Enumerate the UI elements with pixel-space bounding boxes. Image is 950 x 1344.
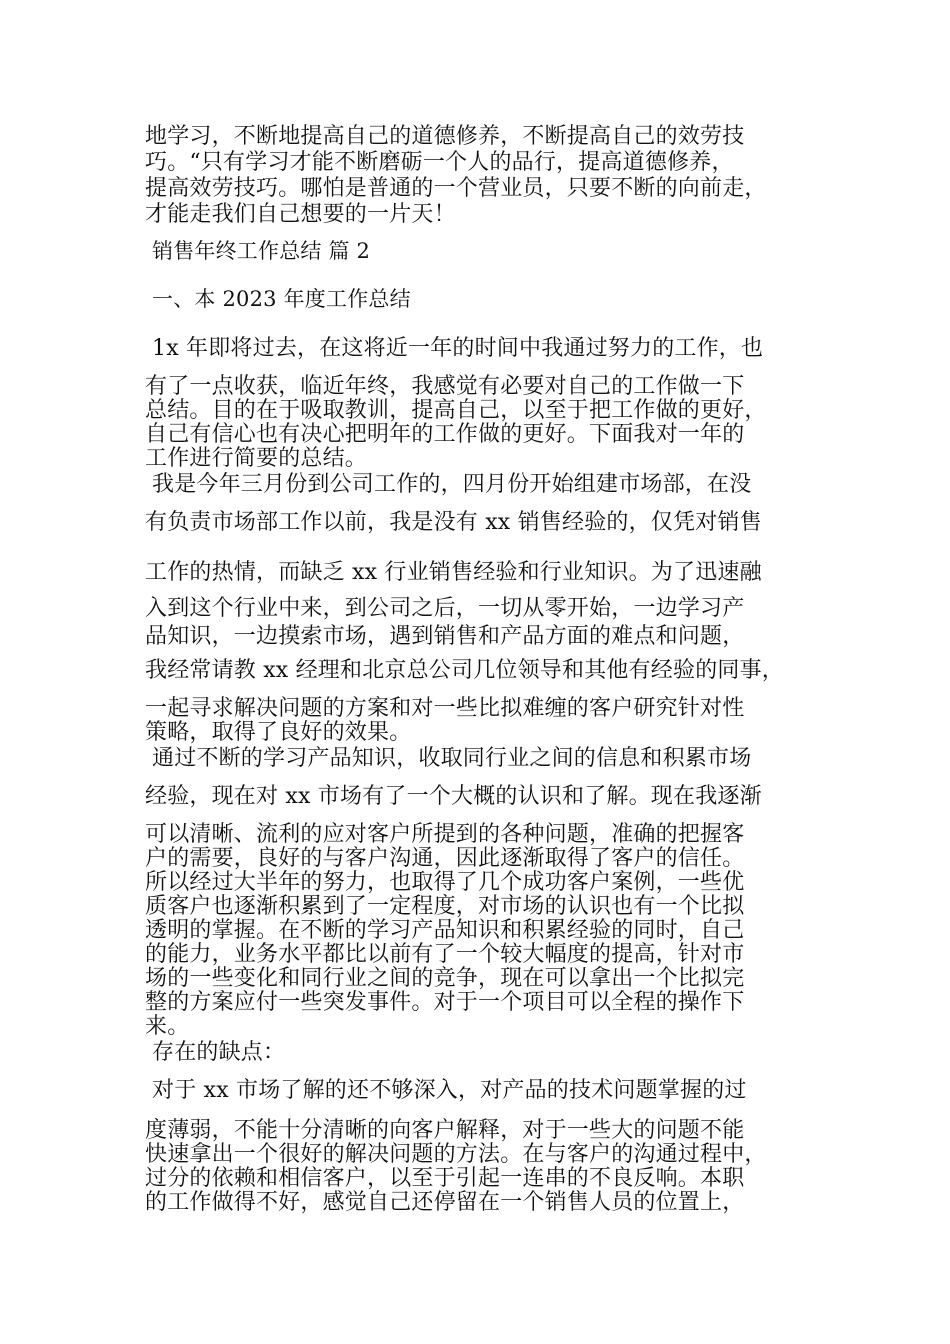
text-line: 场的一些变化和同行业之间的竞争，现在可以拿出一个比拟完 — [145, 966, 745, 991]
text-line: 才能走我们自己想要的一片天！ — [145, 202, 456, 227]
text-line: 总结。目的在于吸取教训，提高自己，以至于把工作做的更好， — [145, 398, 767, 423]
text-line: 度薄弱，不能十分清晰的向客户解释，对于一些大的问题不能 — [145, 1118, 745, 1143]
text-line: 一起寻求解决问题的方案和对一些比拟难缠的客户研究针对性 — [145, 696, 745, 721]
text-line: 巧。“只有学习才能不断磨砺一个人的品行，提高道德修养， — [145, 150, 734, 175]
text-line: 的能力，业务水平都比以前有了一个较大幅度的提高，针对市 — [145, 942, 745, 967]
text-line: 经验，现在对 xx 市场有了一个大概的认识和了解。现在我逐渐 — [145, 784, 762, 809]
text-line: 品知识，一边摸索市场，遇到销售和产品方面的难点和问题， — [145, 624, 745, 649]
text-line: 户的需要，良好的与客户沟通，因此逐渐取得了客户的信任。 — [145, 846, 745, 871]
section-title: 销售年终工作总结 篇 2 — [152, 239, 371, 263]
text-line: 我经常请教 xx 经理和北京总公司几位领导和其他有经验的同事， — [145, 658, 785, 683]
text-line: 所以经过大半年的努力，也取得了几个成功客户案例，一些优 — [145, 870, 745, 895]
text-line: 地学习，不断地提高自己的道德修养，不断提高自己的效劳技 — [145, 124, 745, 149]
text-line: 策略，取得了良好的效果。 — [145, 720, 412, 745]
text-line: 来。 — [145, 1014, 190, 1039]
text-line: 有负责市场部工作以前，我是没有 xx 销售经验的，仅凭对销售 — [145, 510, 762, 535]
text-line: 我是今年三月份到公司工作的，四月份开始组建市场部，在没 — [152, 472, 752, 497]
text-line: 快速拿出一个很好的解决问题的方法。在与客户的沟通过程中， — [145, 1142, 767, 1167]
text-line: 工作进行简要的总结。 — [145, 446, 368, 471]
text-line: 透明的掌握。在不断的学习产品知识和积累经验的同时，自己 — [145, 918, 745, 943]
text-line: 质客户也逐渐积累到了一定程度，对市场的认识也有一个比拟 — [145, 894, 745, 919]
text-line: 对于 xx 市场了解的还不够深入，对产品的技术问题掌握的过 — [152, 1078, 747, 1103]
text-line: 工作的热情，而缺乏 xx 行业销售经验和行业知识。为了迅速融 — [145, 560, 762, 585]
text-line: 通过不断的学习产品知识，收取同行业之间的信息和积累市场 — [152, 746, 752, 771]
subheading-line: 存在的缺点： — [152, 1040, 286, 1065]
text-line: 1x 年即将过去，在这将近一年的时间中我通过努力的工作，也 — [152, 336, 764, 361]
text-line: 入到这个行业中来，到公司之后，一切从零开始，一边学习产 — [145, 596, 745, 621]
text-line: 的工作做得不好，感觉自己还停留在一个销售人员的位置上， — [145, 1190, 745, 1215]
text-line: 提高效劳技巧。哪怕是普通的一个营业员，只要不断的向前走， — [145, 176, 767, 201]
text-line: 有了一点收获，临近年终，我感觉有必要对自己的工作做一下 — [145, 374, 745, 399]
text-line: 过分的依赖和相信客户，以至于引起一连串的不良反响。本职 — [145, 1166, 745, 1191]
section-heading: 一、本 2023 年度工作总结 — [152, 287, 411, 311]
text-line: 自己有信心也有决心把明年的工作做的更好。下面我对一年的 — [145, 422, 745, 447]
text-line: 整的方案应付一些突发事件。对于一个项目可以全程的操作下 — [145, 990, 745, 1015]
text-line: 可以清晰、流利的应对客户所提到的各种问题，准确的把握客 — [145, 822, 745, 847]
